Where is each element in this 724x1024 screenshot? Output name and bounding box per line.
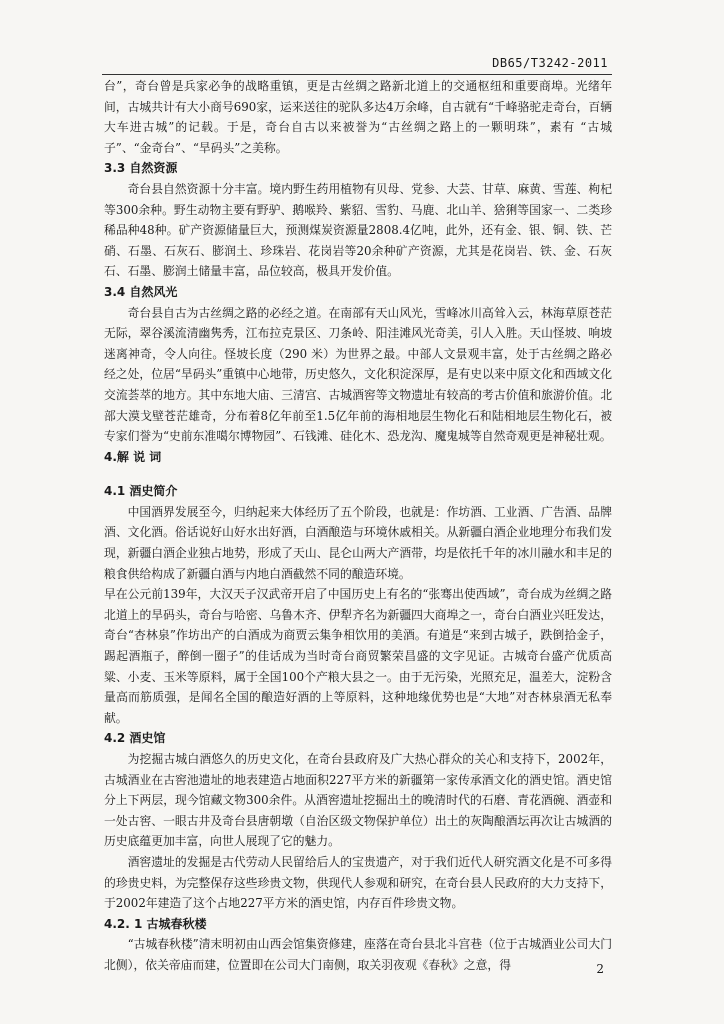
standard-code: DB65/T3242-2011 [492, 56, 608, 70]
page-number: 2 [596, 962, 604, 976]
section-heading-4-2: 4.2 酒史馆 [104, 731, 166, 746]
paragraph-chunqiu-tower: “古城春秋楼”清末明初由山西会馆集资修建，座落在奇台县北斗宫巷（位于古城酒业公司大门北侧），依关帝庙而建，位置即在公司大门南侧，取关羽夜观《春秋》之意，得 [104, 937, 612, 972]
paragraph-liquor-history-2: 早在公元前139年，大汉天子汉武帝开启了中国历史上有名的“张骞出使西域”，奇台成为丝绸之路北道上的旱码头，奇台与哈密、乌鲁木齐、伊犁齐名为新疆四大商埠之一，奇台白酒业兴旺发达，奇台“杏林泉”作坊出产的白酒成为商贾云集争相饮用的美酒。有道是“来到古城子，跌倒拾金子，踢起酒瓶子，醉倒一圈子”的佳话成为当时奇台商贸繁荣昌盛的文字见证。古城奇台盛产优质高粱、小麦、玉米等原料，属于全国100个产粮大县之一。由于无污染，光照充足，温差大，淀粉含量高而筋质强，是闻名全国的酿造好酒的上等原料，这种地缘优势也是“大地”对杏林泉酒无私奉献。 [104, 587, 612, 725]
paragraph-natural-scenery: 奇台县自古为古丝绸之路的必经之道。在南部有天山风光，雪峰冰川高耸入云，林海草原苍茫无际，翠谷溪流清幽隽秀，江布拉克景区、刀条岭、阳洼滩风光奇美，引人入胜。天山怪坡、响坡迷离神奇，令人向往。怪坡长度（290 米）为世界之最。中部人文景观丰富，处于古丝绸之路必经之处，位居“旱码头”重镇中心地带，历史悠久，文化积淀深厚，是有史以来中原文化和西域文化交流荟萃的地方。其中东地大庙、三清宫、古城酒窖等文物遗址有较高的考古价值和旅游价值。北部大漠戈壁苍茫雄奇，分布着8亿年前至1.5亿年前的海相地层生物化石和陆相地层生物化石，被专家们誉为“史前东准噶尔博物园”、石钱滩、硅化木、恐龙沟、魔鬼城等自然奇观更是神秘壮观。 [104, 305, 612, 444]
section-heading-4-2-1: 4.2. 1 古城春秋楼 [104, 916, 207, 931]
section-heading-4: 4.解 说 词 [104, 449, 162, 464]
section-heading-4-1: 4.1 酒史简介 [104, 484, 178, 499]
header-rule [102, 74, 612, 75]
paragraph-museum-1: 为挖掘古城白酒悠久的历史文化，在奇台县政府及广大热心群众的关心和支持下，2002年，古城酒业在古窖池遗址的地表建造占地面积227平方米的新疆第一家传承酒文化的酒史馆。酒史馆分上下两层，现今馆藏文物300余件。从酒窖遗址挖掘出土的晚清时代的石磨、青花酒碗、酒壶和一处古窖、一眼古井及奇台县唐朝墩（自治区级文物保护单位）出土的灰陶酿酒坛再次让古城酒的历史底蕴更加丰富，向世人展现了它的魅力。 [104, 752, 612, 849]
paragraph-continued: 台”，奇台曾是兵家必争的战略重镇，更是古丝绸之路新北道上的交通枢纽和重要商埠。光绪年间，古城共计有大小商号690家，运来送往的驼队多达4万余峰，自古就有“千峰骆驼走奇台，百辆大车进古城”的记载。于是，奇台自古以来被誉为“古丝绸之路上的一颗明珠”，素有 “古城子”、“金奇台”、“旱码头”之美称。 [104, 79, 612, 155]
section-heading-3-3: 3.3 自然资源 [104, 161, 178, 176]
paragraph-museum-2: 酒窖遗址的发掘是古代劳动人民留给后人的宝贵遗产，对于我们近代人研究酒文化是不可多得的珍贵史料，为完整保存这些珍贵文物，供现代人参观和研究，在奇台县人民政府的大力支持下，于2002年建造了这个占地227平方米的酒史馆，内存百件珍贵文物。 [104, 854, 612, 911]
section-heading-3-4: 3.4 自然风光 [104, 284, 178, 299]
document-body [104, 76, 612, 976]
paragraph-liquor-history-1: 中国酒界发展至今，归纳起来大体经历了五个阶段，也就是：作坊酒、工业酒、广告酒、品牌酒、文化酒。俗话说好山好水出好酒，白酒酿造与环境休戚相关。从新疆白酒企业地理分布我们发现，新疆白酒企业独占地势，形成了天山、昆仑山两大产酒带，均是依托千年的冰川融水和丰足的粮食供给构成了新疆白酒与内地白酒截然不同的酿造环境。 [104, 504, 612, 581]
paragraph-natural-resources: 奇台县自然资源十分丰富。境内野生药用植物有贝母、党参、大芸、甘草、麻黄、雪莲、枸杞等300余种。野生动物主要有野驴、鹅喉羚、紫貂、雪豹、马鹿、北山羊、猞猁等国家一、二类珍稀品种48种。矿产资源储量巨大，预测煤炭资源量2808.4亿吨，此外，还有金、银、铜、铁、芒硝、石墨、石灰石、膨润土、珍珠岩、花岗岩等20余种矿产资源，尤其是花岗岩、铁、金、石灰石、石墨、膨润土储量丰富，品位较高，极具开发价值。 [104, 181, 612, 279]
